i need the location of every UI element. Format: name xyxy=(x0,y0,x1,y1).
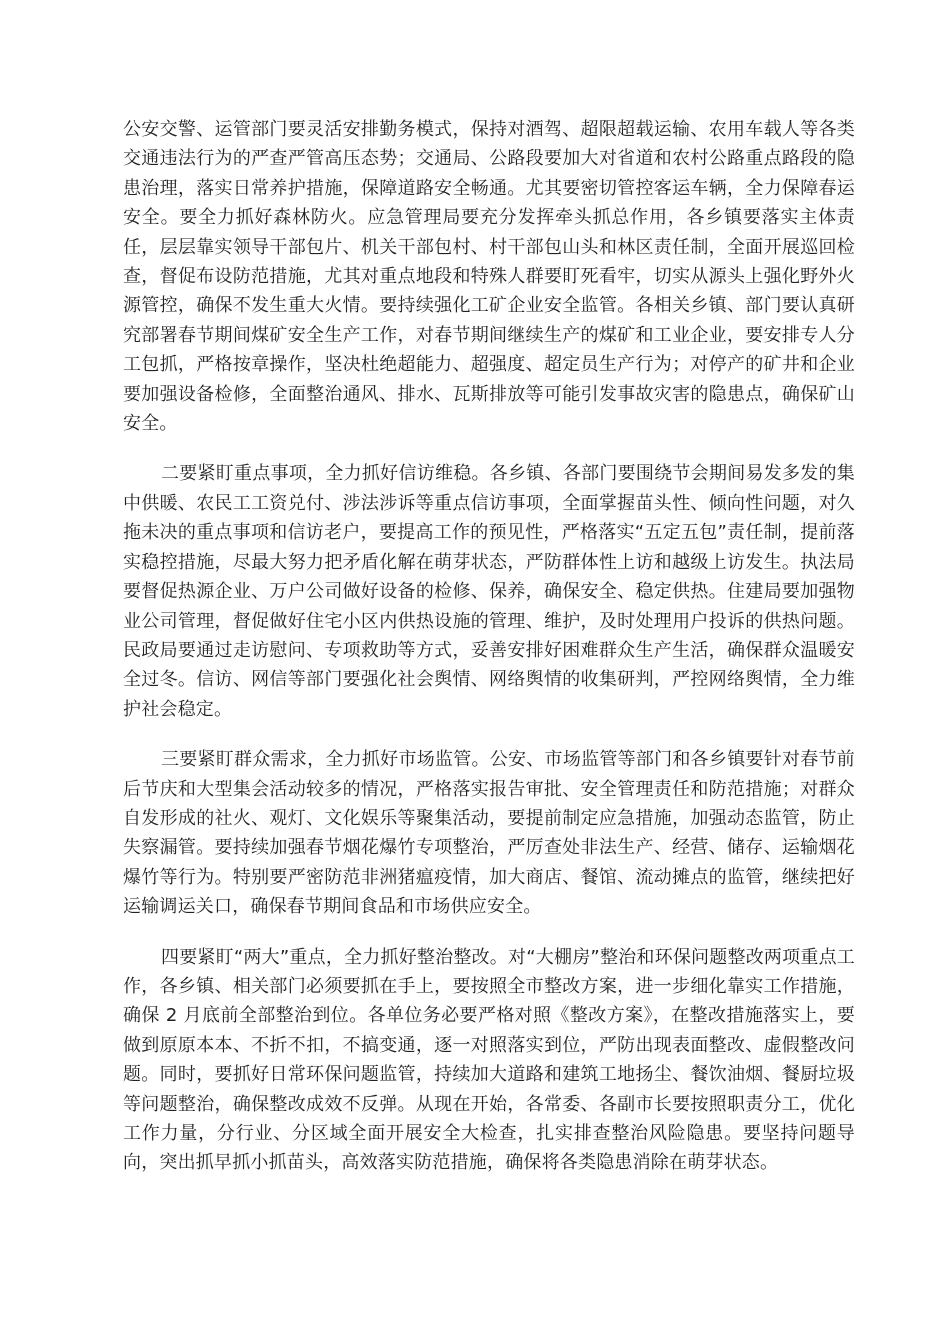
document-page xyxy=(123,115,855,1199)
paragraph-market-supervision: 三要紧盯群众需求，全力抓好市场监管。公安、市场监管等部门和各乡镇要针对春节前后节庆和大型集会活动较多的情况，严格落实报告审批、安全管理责任和防范措施；对群众自发形成的社火、观灯、文化娱乐等聚集活动，要提前制定应急措施，加强动态监管，防止失察漏管。要持续加强春节烟花爆竹专项整治，严厉查处非法生产、经营、储存、运输烟花爆竹等行为。特别要严密防范非洲猪瘟疫情，加大商店、餐馆、流动摊点的监管，继续把好运输调运关口，确保春节期间食品和市场供应安全。 xyxy=(123,749,855,918)
paragraph-traffic-forest-mining: 公安交警、运管部门要灵活安排勤务模式，保持对酒驾、超限超载运输、农用车载人等各类交通违法行为的严查严管高压态势；交通局、公路段要加大对省道和农村公路重点路段的隐患治理，落实日常养护措施，保障道路安全畅通。尤其要密切管控客运车辆，全力保障春运安全。要全力抓好森林防火。应急管理局要充分发挥牵头抓总作用，各乡镇要落实主体责任，层层靠实领导干部包片、机关干部包村、村干部包山头和林区责任制，全面开展巡回检查，督促布设防范措施，尤其对重点地段和特殊人群要盯死看牢，切实从源头上强化野外火源管控，确保不发生重大火情。要持续强化工矿企业安全监管。各相关乡镇、部门要认真研究部署春节期间煤矿安全生产工作，对春节期间继续生产的煤矿和工业企业，要安排专人分工包抓，严格按章操作，坚决杜绝超能力、超强度、超定员生产行为；对停产的矿井和企业要加强设备检修，全面整治通风、排水、瓦斯排放等可能引发事故灾害的隐患点，确保矿山安全。 xyxy=(123,119,855,435)
paragraph-rectification: 四要紧盯“两大”重点，全力抓好整治整改。对“大棚房”整治和环保问题整改两项重点工作，各乡镇、相关部门必须要抓在手上，要按照全市整改方案，进一步细化靠实工作措施，确保 2 月底前全部整治到位。各单位务必要严格对照《整改方案》，在整改措施落实上，要做到原原本本、不折不扣，不搞变通，逐一对照落实到位，严防出现表面整改、虚假整改问题。同时，要抓好日常环保问题监管，持续加大道路和建筑工地扬尘、餐饮油烟、餐厨垃圾等问题整治，确保整改成效不反弹。从现在开始，各常委、各副市长要按照职责分工，优化工作力量，分行业、分区域全面开展安全大检查，扎实排查整治风险隐患。要坚持问题导向，突出抓早抓小抓苗头，高效落实防范措施，确保将各类隐患消除在萌芽状态。 xyxy=(123,946,855,1174)
paragraph-petition-stability: 二要紧盯重点事项，全力抓好信访维稳。各乡镇、各部门要围绕节会期间易发多发的集中供暖、农民工工资兑付、涉法涉诉等重点信访事项，全面掌握苗头性、倾向性问题，对久拖未决的重点事项和信访老户，要提高工作的预见性，严格落实“五定五包”责任制，提前落实稳控措施，尽最大努力把矛盾化解在萌芽状态，严防群体性上访和越级上访发生。执法局要督促热源企业、万户公司做好设备的检修、保养，确保安全、稳定供热。住建局要加强物业公司管理，督促做好住宅小区内供热设施的管理、维护，及时处理用户投诉的供热问题。民政局要通过走访慰问、专项救助等方式，妥善安排好困难群众生产生活，确保群众温暖安全过冬。信访、网信等部门要强化社会舆情、网络舆情的收集研判，严控网络舆情，全力维护社会稳定。 xyxy=(123,463,855,720)
